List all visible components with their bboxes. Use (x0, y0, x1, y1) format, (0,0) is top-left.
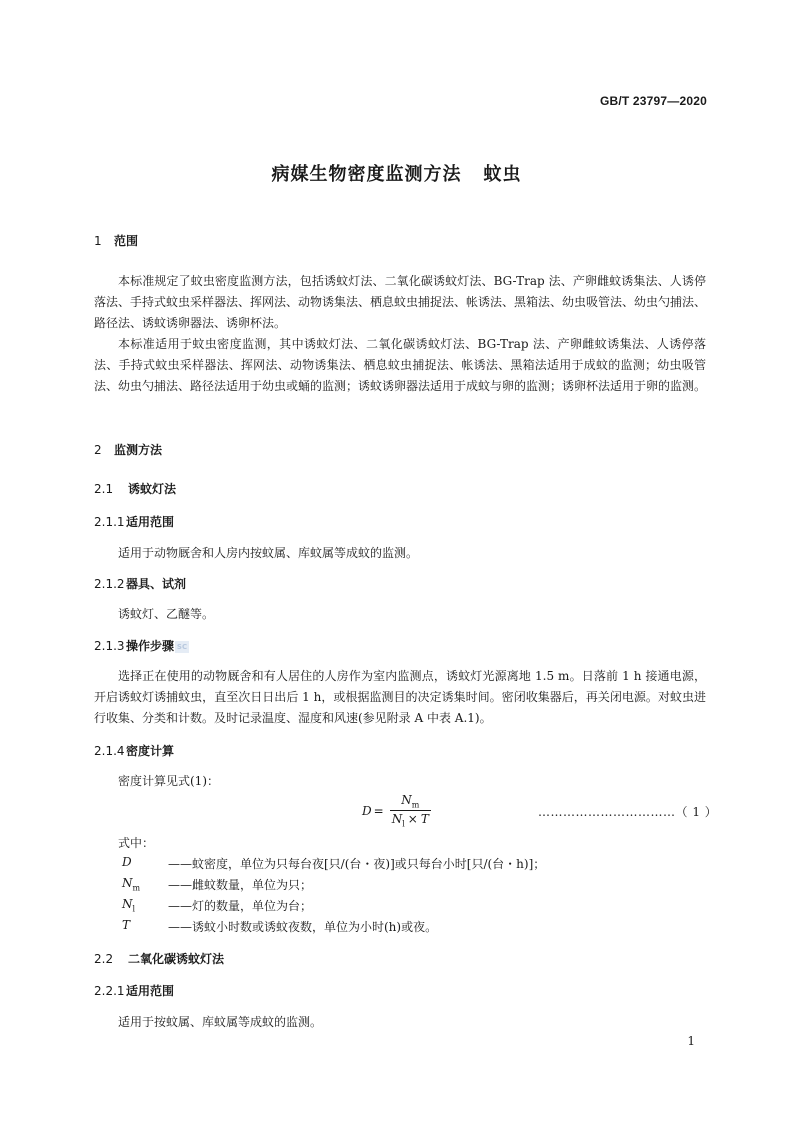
heading-number: 2.1.2 (94, 577, 125, 591)
heading-2-1 (94, 480, 176, 497)
heading-title: 监测方法 (114, 443, 163, 457)
text-2-1-3: 选择正在使用的动物厩舍和有人居住的人房作为室内监测点，诱蚊灯光源离地 1.5 m。日落前 1 h 接通电源，开启诱蚊灯诱捕蚊虫，直至次日日出后 1 h，或根据监测目的决定诱集时间。密闭收集器后，再关闭电源。对蚊虫进行收集、分类和计数。及时记录温度、湿度和风速(参见附录 A 中表 A.1)。 (94, 669, 706, 725)
formula-denominator: $N_l \times T$ (391, 812, 429, 829)
definition-row (122, 897, 312, 914)
text-2-1-1: 适用于动物厩舍和人房内按蚊属、库蚊属等成蚊的监测。 (118, 546, 419, 560)
definition-row (122, 876, 312, 893)
title-sub: 蚊虫 (483, 164, 522, 185)
density-formula (362, 793, 431, 829)
definition-text: ——雌蚊数量，单位为只； (168, 878, 313, 892)
formula-equals: = (373, 803, 384, 818)
page-number: 1 (687, 1034, 695, 1048)
formula-lhs: D (362, 803, 372, 818)
fraction-bar (390, 810, 431, 811)
heading-number: 1 (94, 234, 102, 248)
heading-title: 范围 (114, 234, 139, 248)
standard-number: GB/T 23797—2020 (599, 94, 707, 108)
formula-numerator: $N_m$ (401, 793, 420, 810)
heading-2-2 (94, 950, 224, 967)
definition-variable: D (122, 855, 132, 869)
heading-title: 二氧化碳诱蚊灯法 (128, 952, 225, 966)
definition-variable: $N_l$ (122, 897, 136, 914)
formula-intro: 密度计算见式(1)： (118, 774, 219, 788)
heading-1 (94, 232, 138, 249)
heading-2 (94, 441, 162, 458)
heading-number: 2.1 (94, 482, 114, 496)
heading-2-1-3 (94, 637, 189, 654)
definition-text: ——诱蚊小时数或诱蚊夜数，单位为小时(h)或夜。 (168, 920, 438, 934)
heading-number: 2 (94, 443, 102, 457)
heading-2-1-4 (94, 742, 174, 759)
heading-number: 2.2 (94, 952, 114, 966)
title-main: 病媒生物密度监测方法 (271, 164, 462, 185)
heading-title: 操作步骤 (126, 639, 175, 653)
heading-number: 2.2.1 (94, 984, 125, 998)
heading-title: 器具、试剂 (126, 577, 187, 591)
definition-variable: T (122, 918, 131, 932)
heading-title: 适用范围 (126, 515, 175, 529)
formula-fraction (390, 793, 431, 829)
heading-title: 适用范围 (126, 984, 175, 998)
definition-variable: $N_m$ (122, 876, 141, 893)
scope-paragraph-1: 本标准规定了蚊虫密度监测方法，包括诱蚊灯法、二氧化碳诱蚊灯法、BG-Trap 法、产卵雌蚊诱集法、人诱停落法、手持式蚊虫采样器法、挥网法、动物诱集法、栖息蚊虫捕捉法、帐诱法、黑箱法、幼虫吸管法、幼虫勺捕法、路径法、诱蚊诱卵器法、诱卵杯法。 (94, 274, 707, 330)
heading-2-2-1 (94, 982, 174, 999)
equation-number: ……………………………（ 1 ） (538, 805, 718, 819)
scope-paragraph-2: 本标准适用于蚊虫密度监测，其中诱蚊灯法、二氧化碳诱蚊灯法、BG-Trap 法、产卵雌蚊诱集法、人诱停落法、手持式蚊虫采样器法、挥网法、动物诱集法、栖息蚊虫捕捉法、帐诱法、黑箱法适用于成蚊的监测；幼虫吸管法、幼虫勺捕法、路径法适用于幼虫或蛹的监测；诱蚊诱卵器法适用于成蚊与卵的监测；诱卵杯法适用于卵的监测。 (94, 337, 707, 393)
heading-number: 2.1.1 (94, 515, 125, 529)
heading-2-1-2 (94, 575, 186, 592)
heading-number: 2.1.3 (94, 639, 125, 653)
definition-row (122, 918, 437, 935)
heading-number: 2.1.4 (94, 744, 125, 758)
watermark-stamp: SC (176, 642, 188, 651)
text-2-1-2: 诱蚊灯、乙醚等。 (118, 607, 215, 621)
heading-2-1-1 (94, 513, 174, 530)
definition-text: ——蚊密度，单位为只每台夜[只/(台・夜)]或只每台小时[只/(台・h)]； (168, 857, 546, 871)
heading-title: 诱蚊灯法 (128, 482, 177, 496)
definition-text: ——灯的数量，单位为台； (168, 899, 313, 913)
text-2-2-1: 适用于按蚊属、库蚊属等成蚊的监测。 (118, 1015, 323, 1029)
page-title (0, 160, 793, 186)
definition-row (122, 855, 545, 872)
heading-title: 密度计算 (126, 744, 175, 758)
where-label: 式中： (118, 836, 155, 850)
